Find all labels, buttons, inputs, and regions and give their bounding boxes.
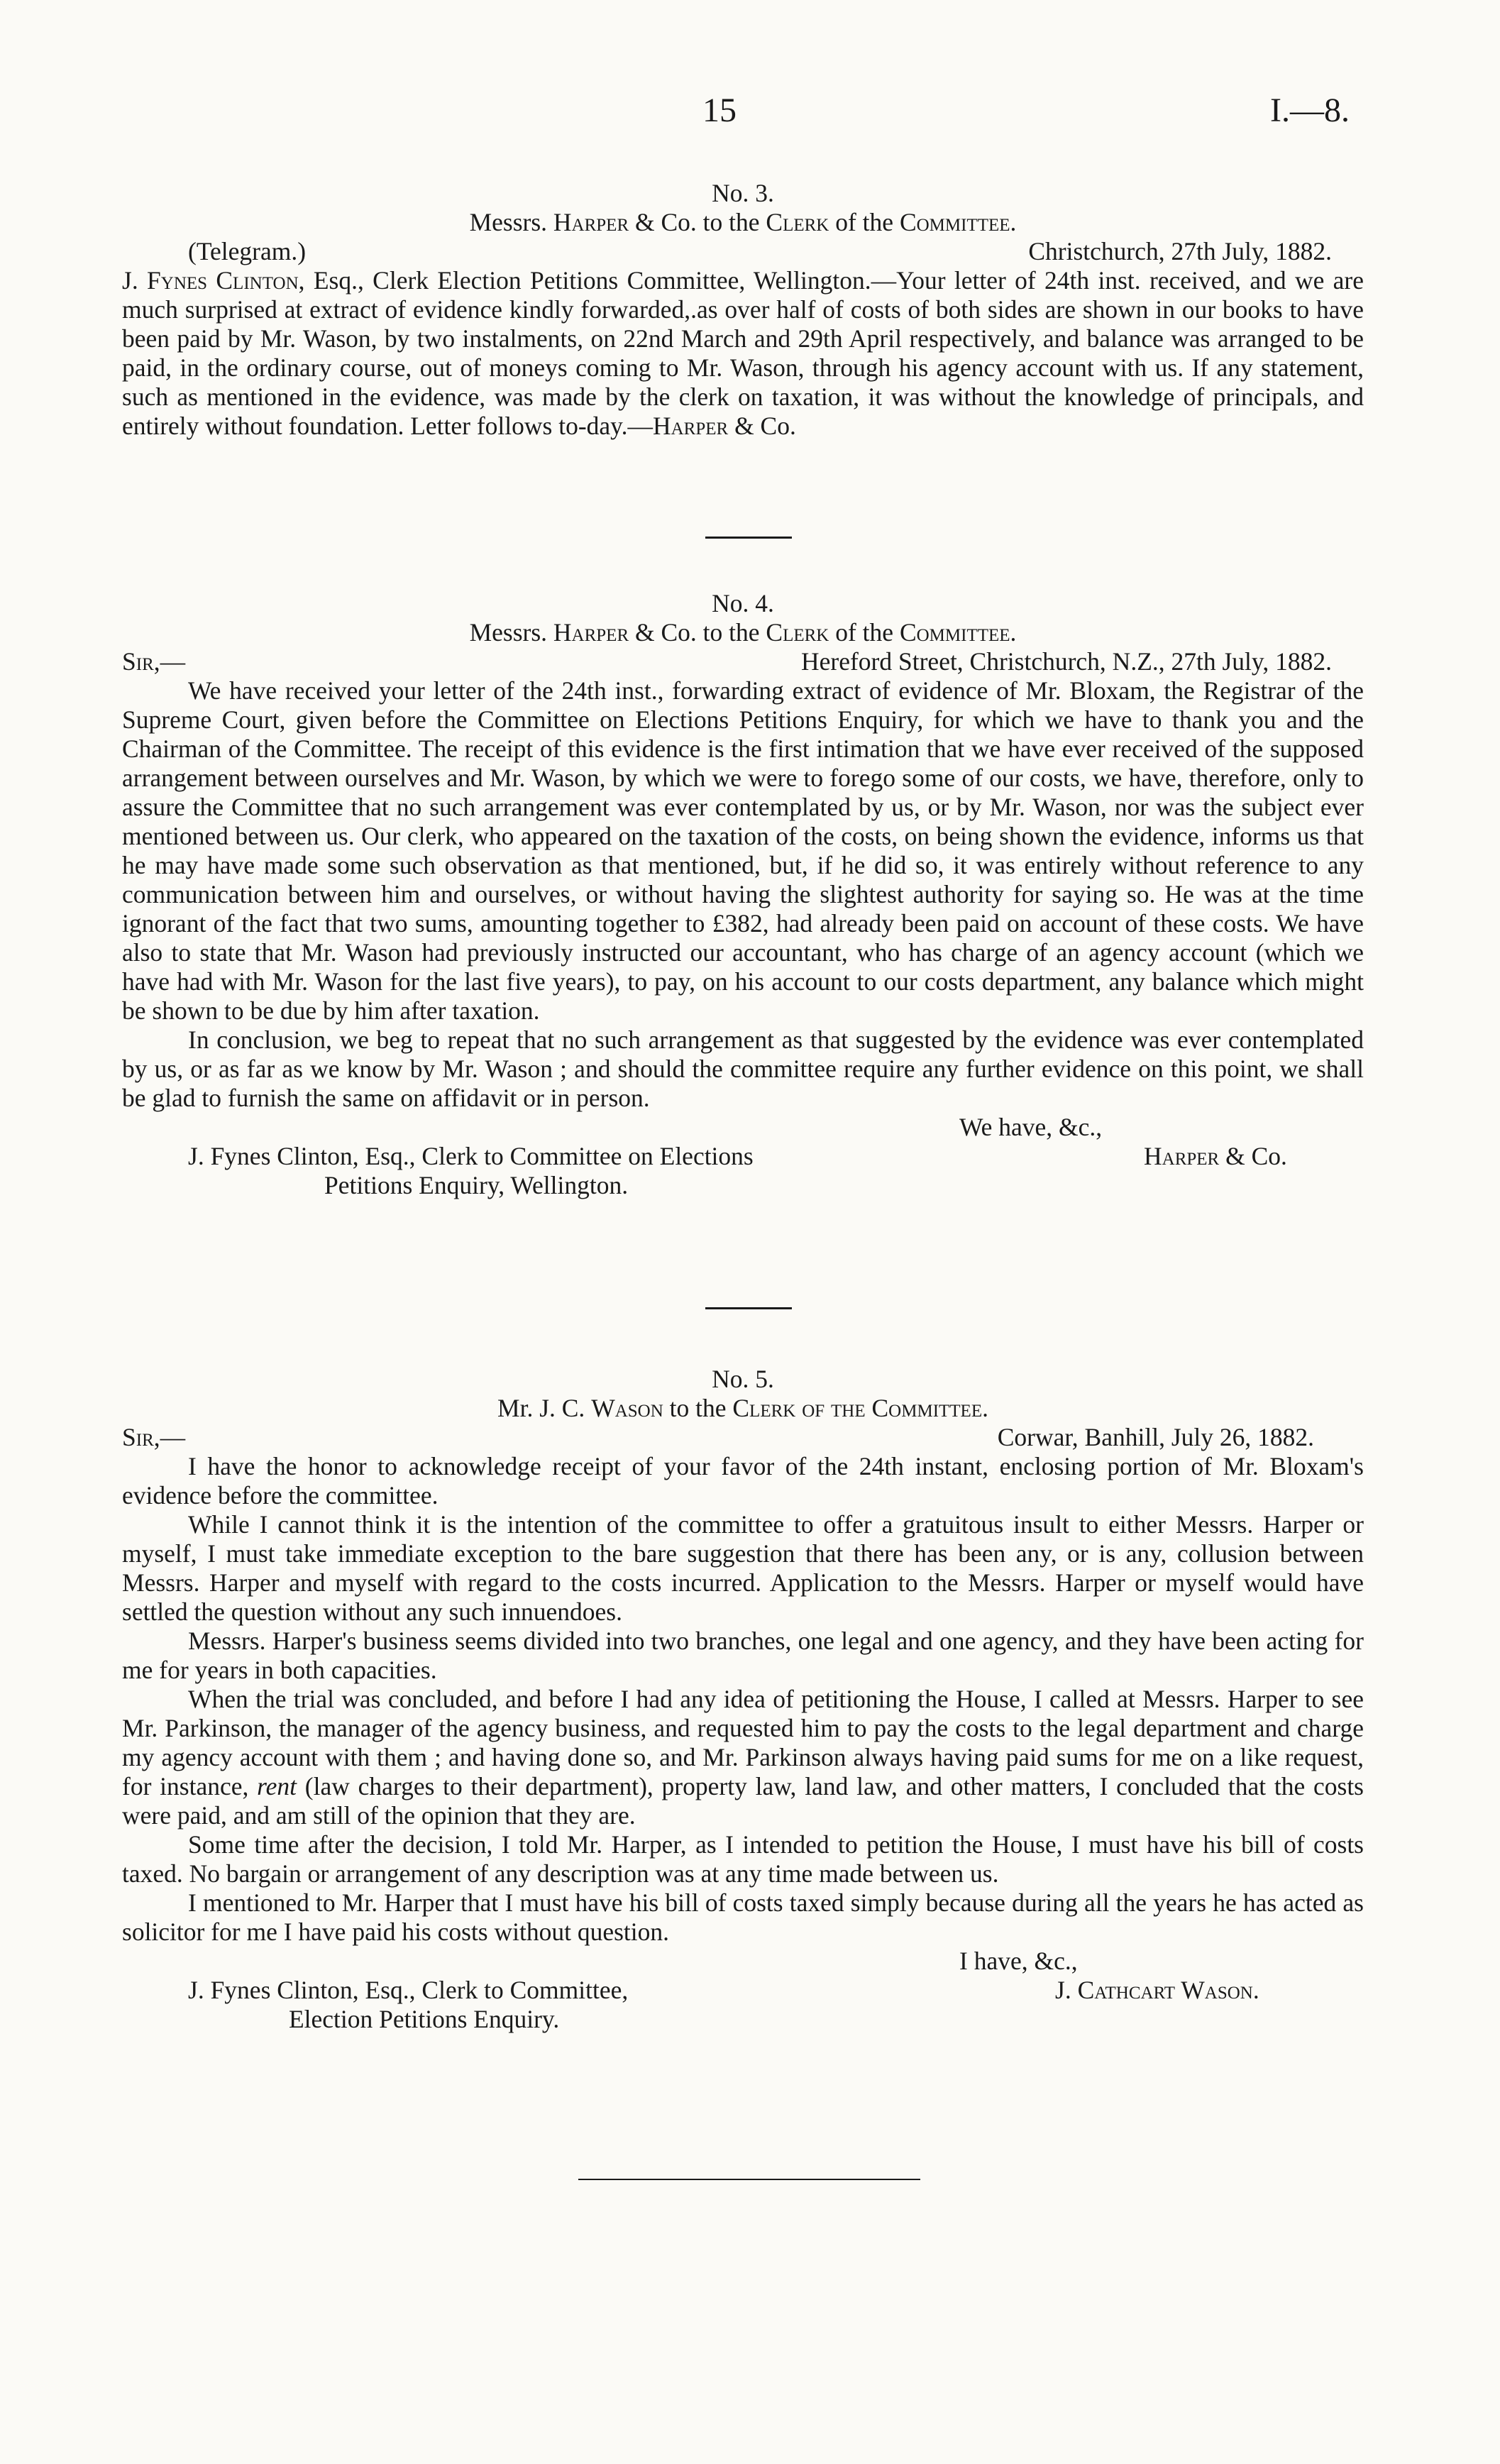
recipient-line-2 — [122, 2005, 1364, 2034]
paragraph: I mentioned to Mr. Harper that I must have his bill of costs taxed simply because during all the years he has acted as solicitor for me I have paid his costs without question. — [122, 1888, 1364, 1946]
page-header — [0, 92, 1500, 138]
letter-body: J. Fynes Clinton, Esq., Clerk Election Petitions Committee, Wellington.—Your letter of 24th inst. received, and we are much surprised at extract of evidence kindly forwarded,.as over half of costs of both sides are shown in our books to have been paid by Mr. Wason, by two instalments, on 22nd March and 29th April respectively, and balance was arranged to be paid, in the ordinary course, out of moneys coming to Mr. Wason, through his agency account with us. If any statement, such as mentioned in the evidence, was made by the clerk on taxation, it was without the knowledge of principals, and entirely without foundation. Letter follows to-day.—Harper & Co. — [122, 266, 1364, 440]
place-date: Christchurch, 27th July, 1882. — [1028, 237, 1332, 265]
signature: J. Cathcart Wason. — [1055, 1976, 1259, 2004]
letter-no-4 — [122, 589, 1364, 1200]
paragraph: In conclusion, we beg to repeat that no such arrangement as that suggested by the evidence was ever contemplated by us, or as far as we know by Mr. Wason ; and should the committee require any further evidence on this point, we shall be glad to furnish the same on affidavit or in person. — [122, 1025, 1364, 1112]
recipient-address: Election Petitions Enquiry. — [289, 2005, 560, 2033]
paragraph: We have received your letter of the 24th inst., forwarding extract of evidence of Mr. Bloxam, the Registrar of the Supreme Court, given before the Committee on Elections Petitions Enquiry, for which we have to thank you and the Chairman of the Committee. The receipt of this evidence is the first intimation that we have ever received of the supposed arrangement between ourselves and Mr. Wason, by which we were to forego some of our costs, we have, therefore, only to assure the Committee that no such arrangement was ever contemplated by us, or by Mr. Wason, nor was the subject ever mentioned between us. Our clerk, who appeared on the taxation of the costs, on being shown the evidence, informs us that he may have made some such observation as that mentioned, but, if he did so, it was entirely without reference to any communication between him and ourselves, or without having the slightest authority for saying so. He was at the time ignorant of the fact that two sums, amounting together to £382, had already been paid on account of these costs. We have also to state that Mr. Wason had previously instructed our accountant, who has charge of an agency account (which we have had with Mr. Wason for the last five years), to pay, on his account to our costs department, any balance which might be shown to be due by him after taxation. — [122, 676, 1364, 1025]
end-rule — [578, 2179, 920, 2180]
letter-number: No. 3. — [712, 179, 774, 207]
document-reference: I.—8. — [1270, 92, 1350, 129]
closing: I have, &c., — [959, 1947, 1078, 1975]
letter-heading: Messrs. Harper & Co. to the Clerk of the Committee. — [469, 208, 1017, 236]
paragraph: While I cannot think it is the intention of the committee to offer a gratuitous insult to either Messrs. Harper or myself, I must take immediate exception to the bare suggestion that there has been any, or is any, collusion between Messrs. Harper and myself with regard to the costs incurred. Application to the Messrs. Harper or myself would have settled the question without any such innuendoes. — [122, 1510, 1364, 1626]
letter-no-5 — [122, 1365, 1364, 2034]
recipient: J. Fynes Clinton, Esq., Clerk to Committee, — [188, 1976, 629, 2004]
paragraph: I have the honor to acknowledge receipt of your favor of the 24th instant, enclosing portion of Mr. Bloxam's evidence before the committee. — [122, 1452, 1364, 1509]
salutation: Sir,— — [122, 647, 186, 676]
salutation: Sir,— — [122, 1423, 186, 1451]
letter-heading: Messrs. Harper & Co. to the Clerk of the Committee. — [469, 618, 1017, 647]
telegram-label: (Telegram.) — [188, 237, 307, 265]
section-divider — [705, 537, 792, 539]
letter-meta — [122, 1423, 1364, 1452]
place-date: Corwar, Banhill, July 26, 1882. — [997, 1423, 1314, 1451]
page-number: 15 — [702, 92, 737, 129]
paragraph: Messrs. Harper's business seems divided into two branches, one legal and one agency, and they have been acting for me for years in both capacities. — [122, 1627, 1364, 1684]
letter-meta — [122, 237, 1364, 266]
recipient-line-2 — [122, 1171, 1364, 1200]
section-divider — [705, 1307, 792, 1309]
letter-number: No. 5. — [712, 1365, 774, 1393]
recipient-signature-line — [122, 1142, 1364, 1171]
recipient: J. Fynes Clinton, Esq., Clerk to Committee on Elections — [188, 1142, 754, 1170]
paragraph: Some time after the decision, I told Mr. Harper, as I intended to petition the House, I must have his bill of costs taxed. No bargain or arrangement of any description was at any time made between us. — [122, 1830, 1364, 1888]
closing-line — [122, 1947, 1364, 1976]
closing-line — [122, 1113, 1364, 1142]
recipient-signature-line — [122, 1976, 1364, 2005]
recipient-address: Petitions Enquiry, Wellington. — [324, 1171, 629, 1199]
place-date: Hereford Street, Christchurch, N.Z., 27th July, 1882. — [801, 647, 1332, 676]
signature: Harper & Co. — [1144, 1142, 1287, 1170]
letter-heading: Mr. J. C. Wason to the Clerk of the Committee. — [497, 1394, 988, 1422]
closing: We have, &c., — [959, 1113, 1103, 1141]
paragraph: When the trial was concluded, and before I had any idea of petitioning the House, I called at Messrs. Harper to see Mr. Parkinson, the manager of the agency business, and requested him to pay the costs to the legal department and charge my agency account with them ; and having done so, and Mr. Parkinson always having paid sums for me on a like request, for instance, rent (law charges to their department), property law, land law, and other matters, I concluded that the costs were paid, and am still of the opinion that they are. — [122, 1685, 1364, 1830]
letter-no-3 — [122, 179, 1364, 441]
letter-meta — [122, 647, 1364, 676]
letter-number: No. 4. — [712, 589, 774, 617]
